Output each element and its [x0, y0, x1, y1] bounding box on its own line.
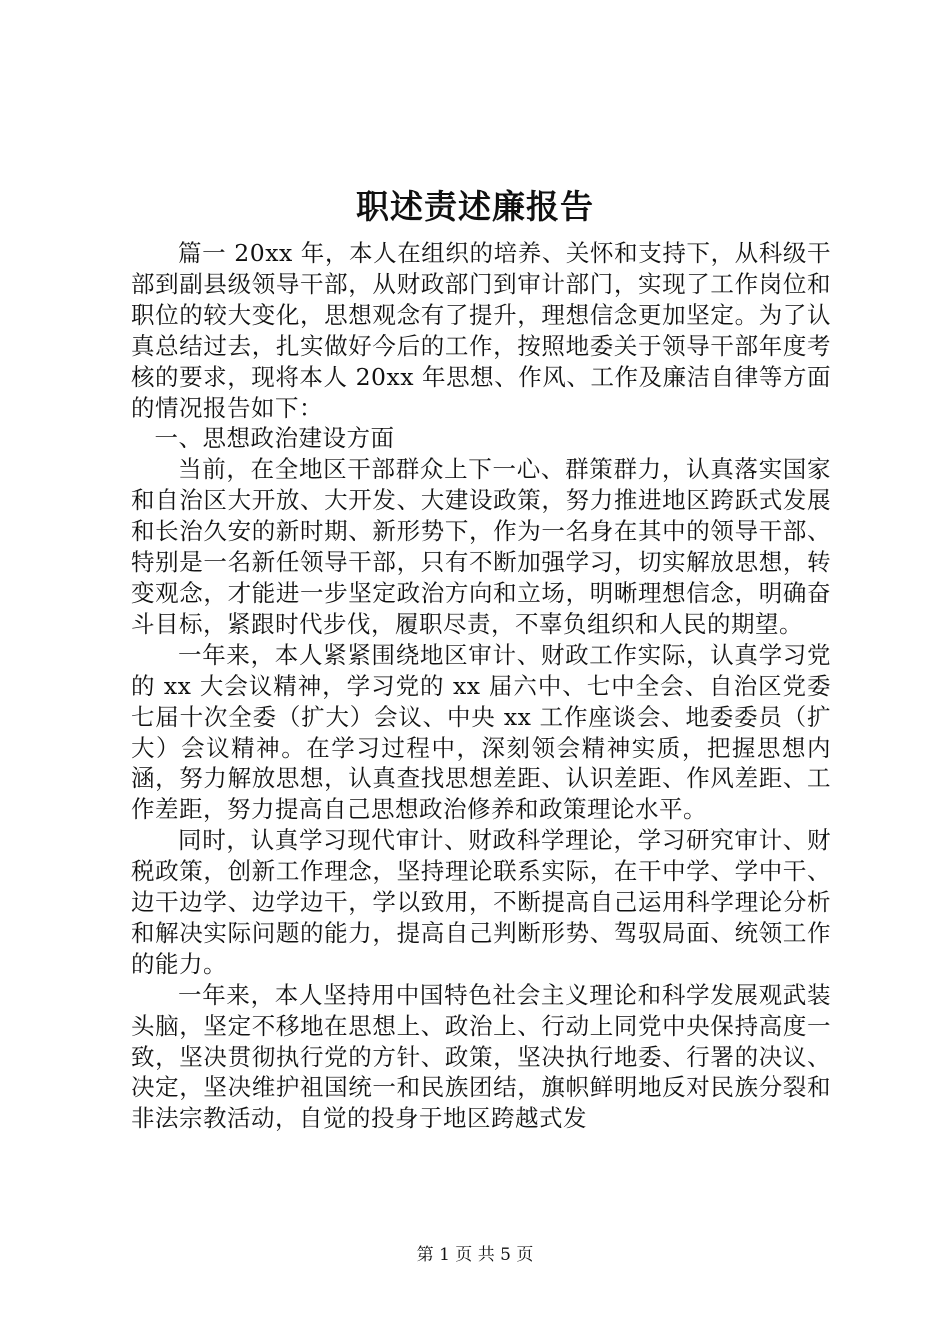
- paragraph-study: 一年来，本人紧紧围绕地区审计、财政工作实际，认真学习党的 xx 大会议精神，学习党的 xx 届六中、七中全会、自治区党委七届十次全委（扩大）会议、中央 xx 工作座谈会、地委委员（扩大）会议精神。在学习过程中，深刻领会精神实质，把握思想内涵，努力解放思想，认真查找思想差距、认识差距、作风差距、工作差距，努力提高自己思想政治修养和政策理论水平。: [131, 640, 831, 824]
- document-title: 职述责述廉报告: [356, 187, 594, 226]
- section-heading-1: 一、思想政治建设方面: [154, 424, 395, 453]
- paragraph-theory: 同时，认真学习现代审计、财政科学理论，学习研究审计、财税政策，创新工作理念，坚持理论联系实际，在干中学、学中干、边干边学、边学边干，学以致用，不断提高自己运用科学理论分析和解决实际问题的能力，提高自己判断形势、驾驭局面、统领工作的能力。: [131, 826, 831, 978]
- paragraph-political-stance: 一年来，本人坚持用中国特色社会主义理论和科学发展观武装头脑，坚定不移地在思想上、政治上、行动上同党中央保持高度一致，坚决贯彻执行党的方针、政策，坚决执行地委、行署的决议、决定，坚决维护祖国统一和民族团结，旗帜鲜明地反对民族分裂和非法宗教活动，自觉的投身于地区跨越式发: [131, 980, 831, 1133]
- paragraph-current-situation: 当前，在全地区干部群众上下一心、群策群力，认真落实国家和自治区大开放、大开发、大建设政策，努力推进地区跨跃式发展和长治久安的新时期、新形势下，作为一名身在其中的领导干部、特别是一名新任领导干部，只有不断加强学习，切实解放思想，转变观念，才能进一步坚定政治方向和立场，明晰理想信念，明确奋斗目标，紧跟时代步伐，履职尽责，不辜负组织和人民的期望。: [131, 455, 831, 638]
- page-number-footer: 第 1 页 共 5 页: [416, 1245, 534, 1265]
- paragraph-intro: 篇一 20xx 年，本人在组织的培养、关怀和支持下，从科级干部到副县级领导干部，从财政部门到审计部门，实现了工作岗位和职位的较大变化，思想观念有了提升，理想信念更加坚定。为了认真总结过去，扎实做好今后的工作，按照地委关于领导干部年度考核的要求，现将本人 20xx 年思想、作风、工作及廉洁自律等方面的情况报告如下：: [131, 239, 831, 422]
- document-body: [131, 238, 831, 1134]
